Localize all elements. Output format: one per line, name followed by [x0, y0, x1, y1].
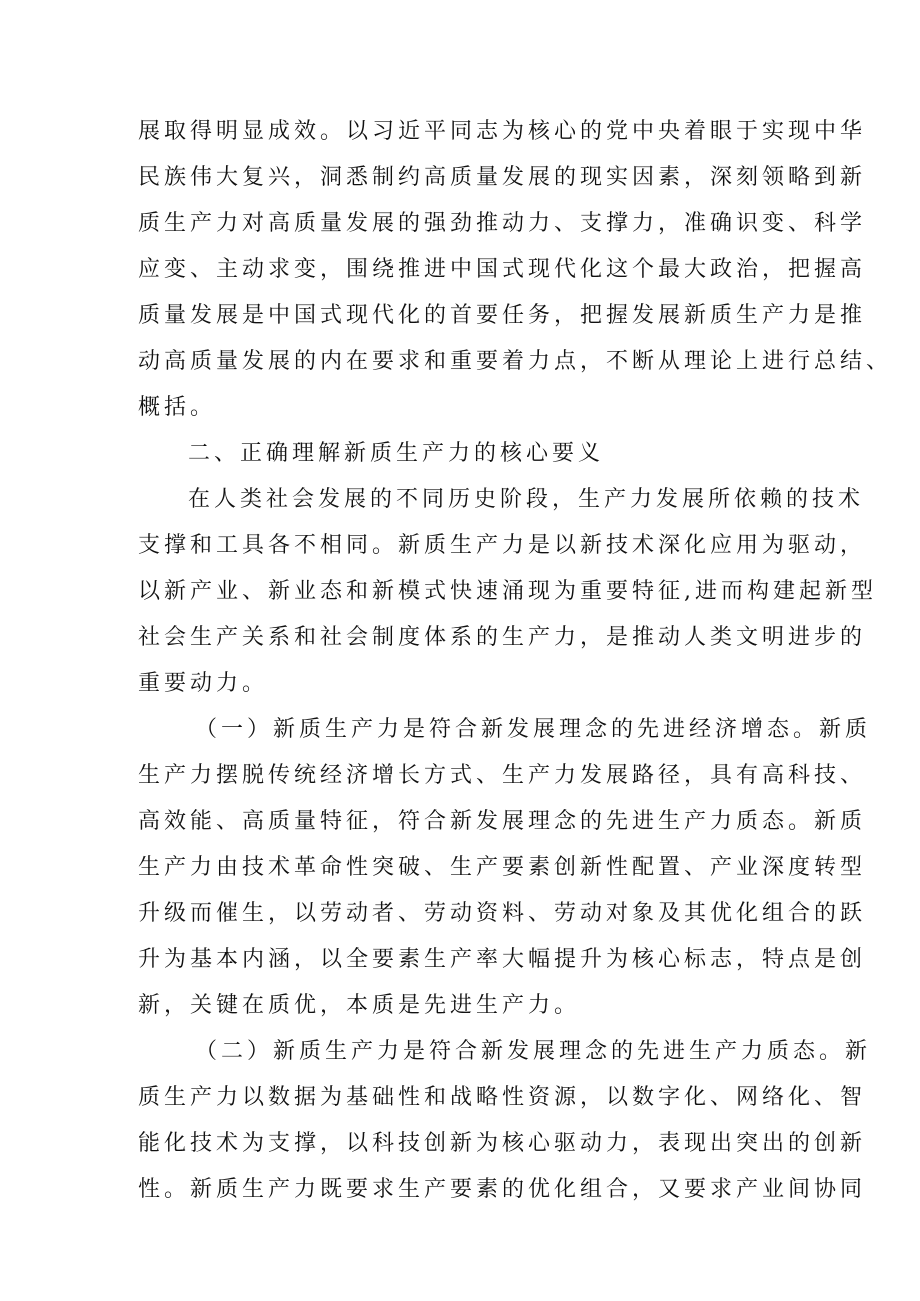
subsection-heading-line: （一）新质生产力是符合新发展理念的先进经济增态。新质: [195, 717, 872, 742]
subsection-heading-line: （二）新质生产力是符合新发展理念的先进生产力质态。新: [195, 1039, 872, 1064]
body-text-line: 支撑和工具各不相同。新质生产力是以新技术深化应用为驱动，: [138, 533, 867, 558]
body-text-line: 重要动力。: [138, 671, 269, 696]
body-text-line: 性。新质生产力既要求生产要素的优化组合，又要求产业间协同: [138, 1177, 867, 1202]
body-text-line: 升级而催生，以劳动者、劳动资料、劳动对象及其优化组合的跃: [138, 901, 867, 926]
body-text-line: 社会生产关系和社会制度体系的生产力，是推动人类文明进步的: [138, 625, 867, 650]
body-text-line: 以新产业、新业态和新模式快速涌现为重要特征,进而构建起新型: [138, 579, 877, 604]
body-text-line: 生产力摆脱传统经济增长方式、生产力发展路径，具有高科技、: [138, 763, 867, 788]
body-text-line: 新，关键在质优，本质是先进生产力。: [138, 993, 581, 1018]
body-text-line: 高效能、高质量特征，符合新发展理念的先进生产力质态。新质: [138, 809, 867, 834]
body-text-line: 民族伟大复兴，洞悉制约高质量发展的现实因素，深刻领略到新: [138, 165, 867, 190]
body-text-line: 质量发展是中国式现代化的首要任务，把握发展新质生产力是推: [138, 303, 867, 328]
section-heading: 二、正确理解新质生产力的核心要义: [188, 441, 605, 466]
body-text-line: 质生产力对高质量发展的强劲推动力、支撑力，准确识变、科学: [138, 211, 867, 236]
body-text-line: 质生产力以数据为基础性和战略性资源，以数字化、网络化、智: [138, 1085, 867, 1110]
body-text-line: 展取得明显成效。以习近平同志为核心的党中央着眼于实现中华: [138, 119, 867, 144]
body-text-line: 生产力由技术革命性突破、生产要素创新性配置、产业深度转型: [138, 855, 867, 880]
body-text-line: 概括。: [138, 395, 217, 420]
body-text-line: 动高质量发展的内在要求和重要着力点，不断从理论上进行总结、: [138, 349, 893, 374]
body-text-line: 在人类社会发展的不同历史阶段，生产力发展所依赖的技术: [188, 487, 865, 512]
body-text-line: 升为基本内涵，以全要素生产率大幅提升为核心标志，特点是创: [138, 947, 867, 972]
body-text-line: 能化技术为支撑，以科技创新为核心驱动力，表现出突出的创新: [138, 1131, 867, 1156]
body-text-line: 应变、主动求变，围绕推进中国式现代化这个最大政治，把握高: [138, 257, 867, 282]
